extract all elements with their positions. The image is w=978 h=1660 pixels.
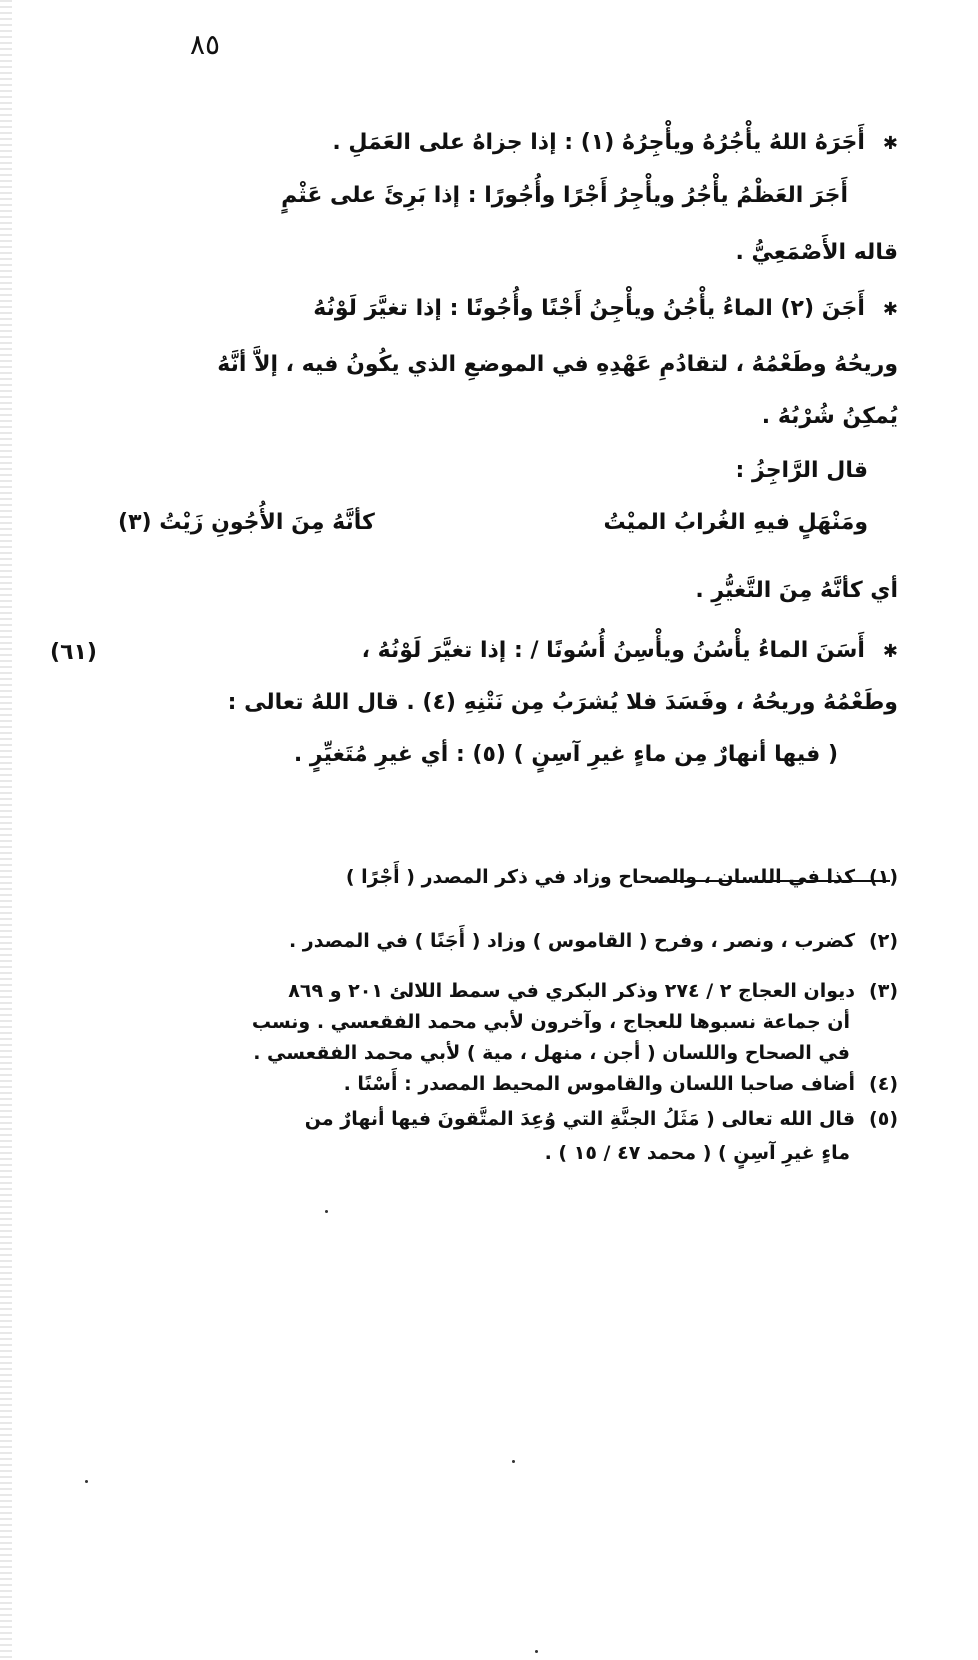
entry-line: وطَعْمُهُ وريحُهُ ، وفَسَدَ فلا يُشرَبُ مِن نَتْنِهِ (٤) . قال اللهُ تعالى : — [227, 690, 898, 715]
footnote-5: (٥)قال الله تعالى ( مَثَلُ الجنَّةِ التي وُعِدَ المتَّقونَ فيها أنهارٌ من — [304, 1108, 898, 1130]
verse-second-hemistich: كأنَّهُ مِنَ الأُجُونِ زَيْتُ (٣) — [118, 510, 375, 535]
entry-line: يُمكِنُ شُرْبُهُ . — [761, 404, 898, 429]
entry-star-icon: ✱ — [882, 299, 898, 320]
entry-line: قاله الأَصْمَعِيُّ . — [735, 240, 898, 265]
entry-line: ( فيها أنهارٌ مِن ماءٍ غيرِ آسِنٍ ) (٥) : أي غيرِ مُتَغيِّرٍ . — [293, 742, 838, 767]
page-number: ٨٥ — [190, 28, 221, 61]
footnote-2: (٢)كضرب ، ونصر ، وفرح ( القاموس ) وزاد ( أَجَنًا ) في المصدر . — [288, 930, 898, 952]
scan-speck — [535, 1650, 538, 1653]
footnote-1: (١)كذا في اللسان ، والصحاح وزاد في ذكر المصدر ( أَجْرًا ) — [345, 866, 898, 888]
scan-speck — [512, 1460, 515, 1463]
entry-star-icon: ✱ — [882, 133, 898, 154]
footnote-3: (٣)ديوان العجاج ٢ / ٢٧٤ وذكر البكري في سمط اللالئ ٢٠١ و ٨٦٩ — [288, 980, 898, 1002]
footnote-3-line-3: في الصحاح واللسان ( أجن ، منهل ، مية ) لأبي محمد الفقعسي . — [253, 1042, 850, 1064]
footnote-4: (٤)أضاف صاحبا اللسان والقاموس المحيط المصدر : أَسْنًا . — [343, 1073, 898, 1095]
scan-speck — [325, 1210, 328, 1213]
entry-star-icon: ✱ — [882, 641, 898, 662]
scan-speck — [85, 1480, 88, 1483]
entry-line: وريحُهُ وطَعْمُهُ ، لتقادُمِ عَهْدِهِ في الموضعِ الذي يكُونُ فيه ، إلاَّ أنَّهُ — [217, 352, 898, 377]
footnote-5-line-2: ماءٍ غيرِ آسِنٍ ) ( محمد ٤٧ / ١٥ ) . — [544, 1142, 850, 1164]
entry-line: أَجَرَ العَظْمُ يأْجُرُ ويأْجِرُ أَجْرًا وأُجُورًا : إذا بَرِئَ على عَثْمٍ — [281, 183, 848, 208]
footnote-3-line-2: أن جماعة نسبوها للعجاج ، وآخرون لأبي محمد الفقعسي . ونسب — [251, 1011, 850, 1033]
entry-line: قال الرَّاجِزُ : — [735, 458, 868, 483]
entry-ajn: ✱أَجَنَ (٢) الماءُ يأْجُنُ ويأْجِنُ أَجْنًا وأُجُونًا : إذا تغيَّرَ لَوْنُهُ — [313, 296, 898, 321]
manuscript-ref: (٦١) — [50, 640, 97, 665]
entry-line: أي كأنَّهُ مِنَ التَّغيُّرِ . — [695, 578, 898, 603]
entry-asn: ✱أَسَنَ الماءُ يأْسُنُ ويأْسِنُ أُسُونًا / : إذا تغيَّرَ لَوْنُهُ ، — [361, 638, 898, 663]
scan-edge — [0, 0, 12, 1660]
entry-ajr: ✱أَجَرَهُ اللهُ يأْجُرُهُ ويأْجِرُهُ (١) : إذا جزاهُ على العَمَلِ . — [332, 130, 898, 155]
verse-first-hemistich: ومَنْهَلٍ فيهِ الغُرابُ الميْتُ — [603, 510, 868, 535]
